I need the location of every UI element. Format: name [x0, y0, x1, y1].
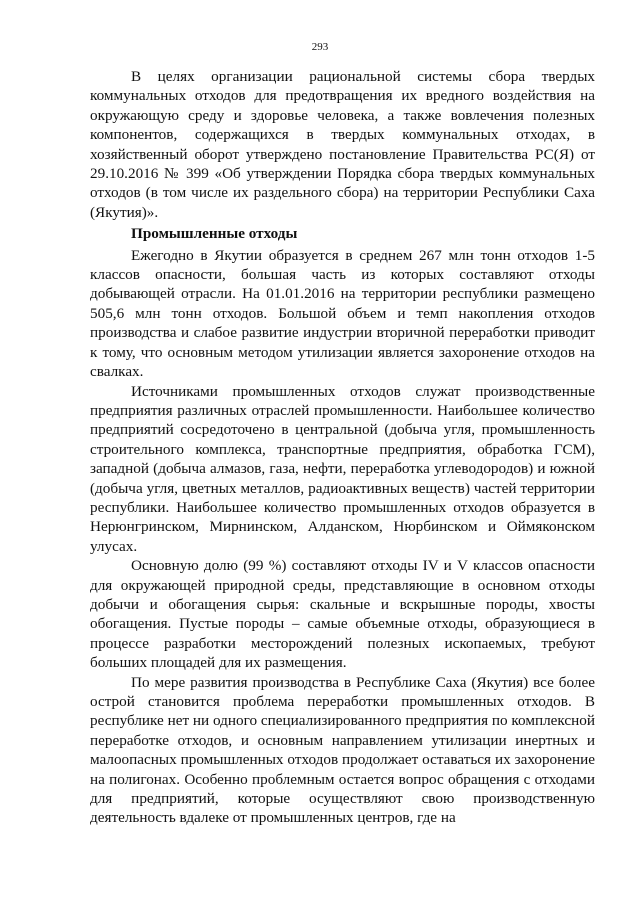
paragraph-municipal-waste-collection: В целях организации рациональной системы сбора твердых коммунальных отходов для предотвращения их вредного воздействия на окружающую среду и здоровье человека, а также вовлечения полезных компонентов, содержащихся в твердых коммунальных отходах, в хозяйственный оборот утверждено постановление Правительства РС(Я) от 29.10.2016 № 399 «Об утверждении Порядка сбора твердых коммунальных отходов (в том числе их раздельного сбора) на территории Республики Саха (Якутия)». [90, 68, 595, 221]
paragraph-processing-problem: По мере развития производства в Республике Саха (Якутия) все более острой становится проблема переработки промышленных отходов. В республике нет ни одного специализированного предприятия по комплексной переработке отходов, и основным направлением утилизации инертных и малоопасных промышленных отходов продолжает оставаться их захоронение на полигонах. Особенно проблемным остается вопрос обращения с отходами для предприятий, которые осуществляют свою производственную деятельность вдалеке от промышленных центров, где на [90, 673, 595, 827]
page-number: 293 [311, 41, 329, 53]
paragraph-annual-waste-volume: Ежегодно в Якутии образуется в среднем 267 млн тонн отходов 1-5 классов опасности, большая часть из которых составляют отходы добывающей отрасли. На 01.01.2016 на территории республики размещено 505,6 млн тонн отходов. Большой объем и темп накопления отходов производства и слабое развитие индустрии вторичной переработки приводит к тому, что основным методом утилизации является захоронение отходов на свалках. [90, 246, 595, 381]
paragraph-waste-sources: Источниками промышленных отходов служат производственные предприятия различных отраслей промышленности. Наибольшее количество предприятий сосредоточено в центральной (добыча угля, промышленность строительного комплекса, транспортные предприятия, обработка ГСМ), западной (добыча алмазов, газа, нефти, переработка углеводородов) и южной (добыча угля, цветных металлов, радиоактивных веществ) частей территории республики. Наибольшее количество промышленных отходов образуется в Нерюнгринском, Мирнинском, Алданском, Нюрбинском и Оймяконском улусах. [90, 382, 595, 555]
paragraph-hazard-classes: Основную долю (99 %) составляют отходы IV и V классов опасности для окружающей природной среды, представляющие в основном отходы добычи и обогащения сырья: скальные и вскрышные породы, хвосты обогащения. Пустые породы – самые объемные отходы, образующиеся в процессе разработки месторождений полезных ископаемых, требуют больших площадей для их размещения. [90, 557, 595, 672]
section-heading-industrial-waste: Промышленные отходы [131, 225, 298, 243]
document-body [90, 67, 595, 828]
